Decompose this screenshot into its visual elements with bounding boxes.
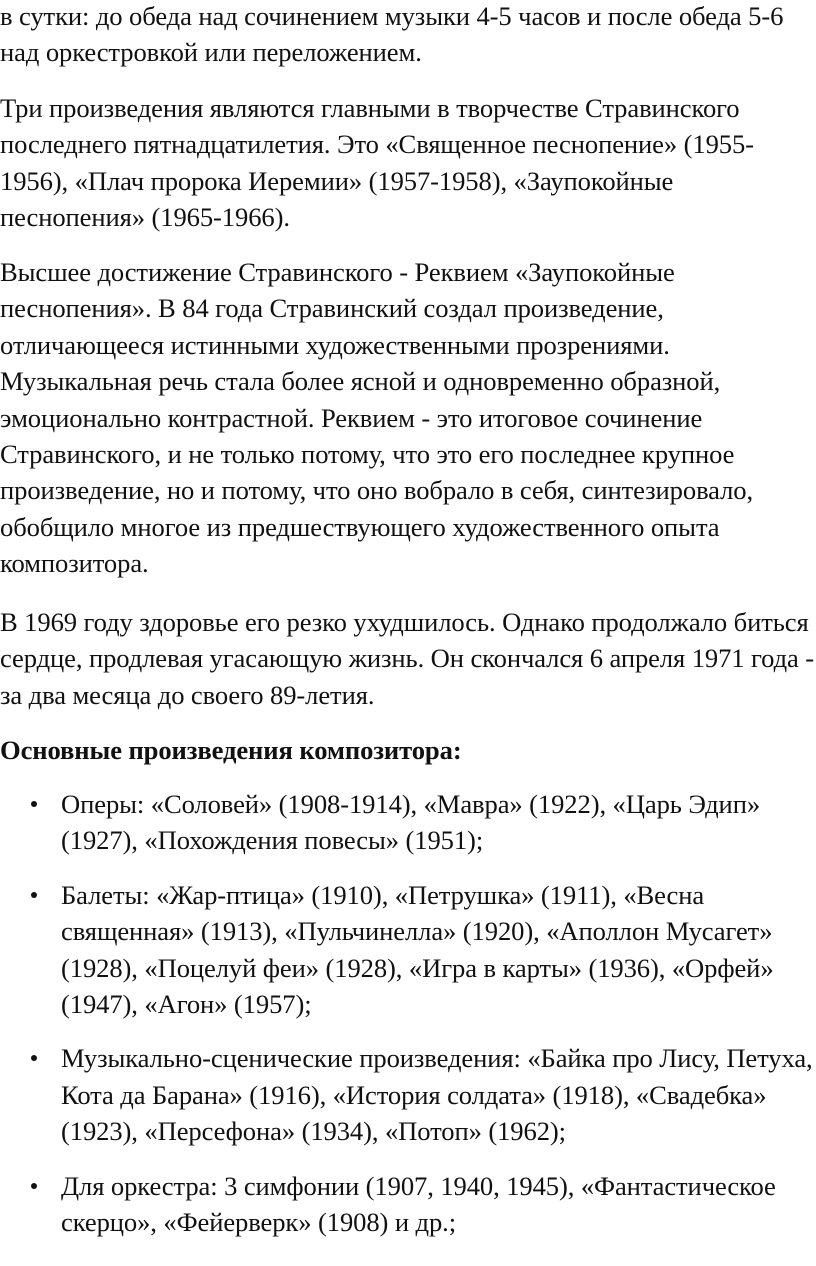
bullet-icon: [31, 801, 37, 807]
bullet-icon: [31, 1055, 37, 1061]
list-item-stage-works: [0, 1040, 816, 1149]
works-heading: Основные произведения композитора:: [0, 735, 462, 765]
paragraph-requiem: Высшее достижение Стравинского - Реквием «Заупокойные песнопения». В 84 года Стравинский создал произведение, отличающееся истинными художественными прозрениями. Музыкальная речь стала более ясной и одновременно образной, эмоционально контрастной. Реквием - это итоговое сочинение Стравинского, и не только потому, что это его последнее крупное произведение, но и потому, что оно вобрало в себя, синтезировало, обобщило многое из предшествующего художественного опыта композитора.: [0, 257, 754, 579]
works-list: [0, 786, 816, 1258]
paragraph-work-schedule: в сутки: до обеда над сочинением музыки 4-5 часов и после обеда 5-6 над оркестровкой или переложением.: [0, 1, 784, 68]
list-item-text: Оперы: «Соловей» (1908-1914), «Мавра» (1922), «Царь Эдип» (1927), «Похождения повесы» (1951);: [61, 789, 761, 856]
bullet-icon: [31, 1183, 37, 1189]
paragraph-death: В 1969 году здоровье его резко ухудшилось. Однако продолжало биться сердце, продлевая угасающую жизнь. Он скончался 6 апреля 1971 года - за два месяца до своего 89-летия.: [0, 607, 815, 710]
bullet-icon: [31, 892, 37, 898]
list-item-operas: [0, 786, 816, 859]
paragraph-main-works: Три произведения являются главными в творчестве Стравинского последнего пятнадцатилетия. Это «Священное песнопение» (1955-1956), «Плач пророка Иеремии» (1957-1958), «Заупокойные песнопения» (1965-1966).: [0, 93, 754, 233]
list-item-orchestral: [0, 1168, 816, 1241]
list-item-ballets: [0, 877, 816, 1023]
list-item-text: Балеты: «Жар-птица» (1910), «Петрушка» (1911), «Весна священная» (1913), «Пульчинелла» (1920), «Аполлон Мусагет» (1928), «Поцелуй феи» (1928), «Игра в карты» (1936), «Орфей» (1947), «Агон» (1957);: [61, 879, 774, 1020]
list-item-text: Музыкально-сценические произведения: «Байка про Лису, Петуха, Кота да Барана» (1916), «История солдата» (1918), «Свадебка» (1923), «Персефона» (1934), «Потоп» (1962);: [61, 1043, 813, 1147]
list-item-text: Для оркестра: 3 симфонии (1907, 1940, 1945), «Фантастическое скерцо», «Фейерверк» (1908) и др.;: [61, 1170, 776, 1238]
